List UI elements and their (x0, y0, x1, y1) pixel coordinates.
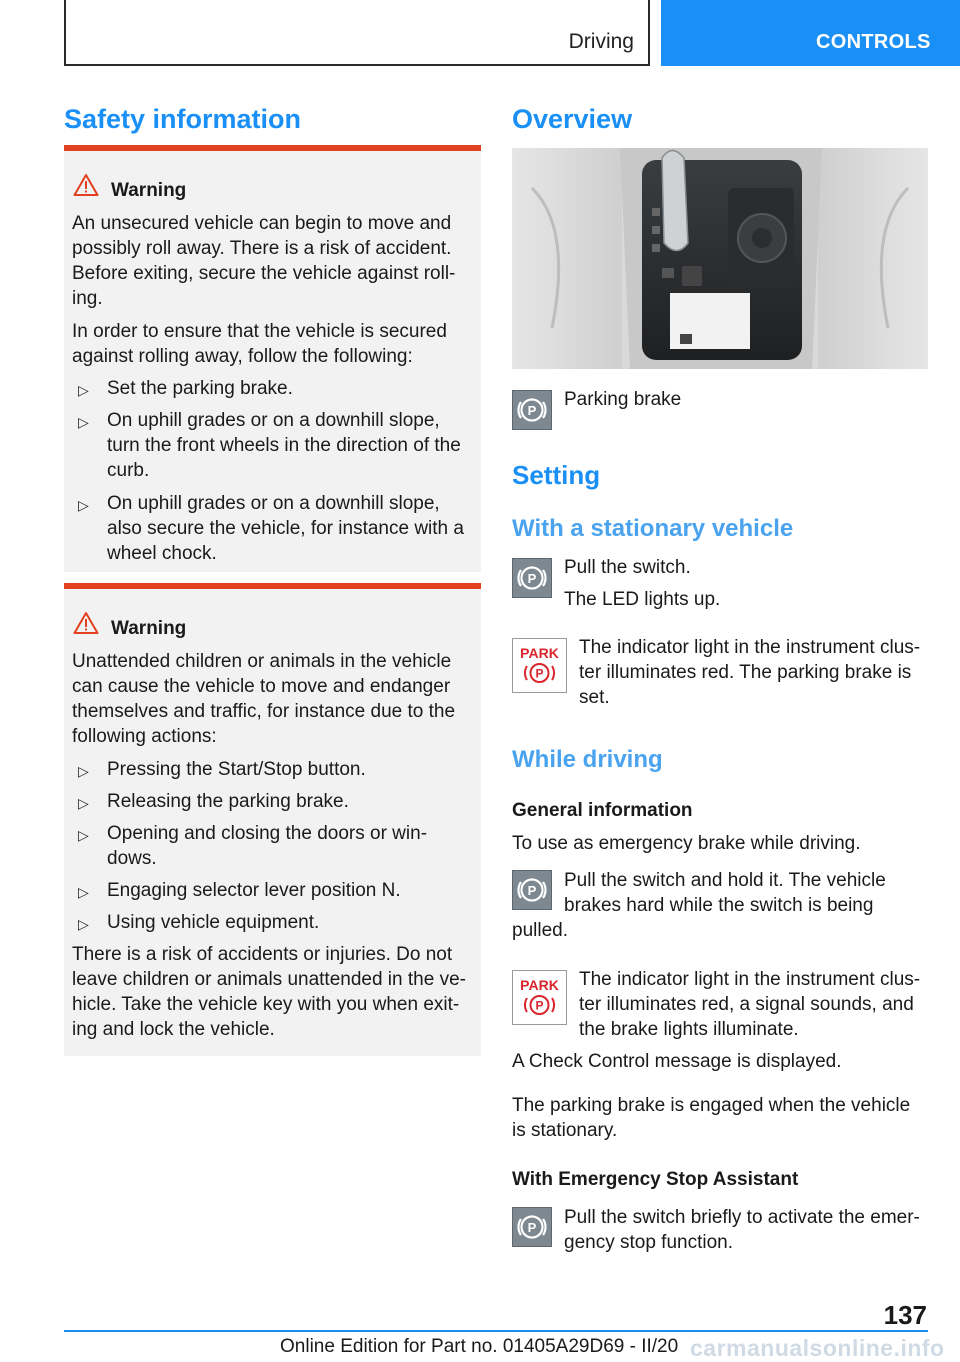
park-indicator-icon (512, 638, 567, 693)
svg-text:P: P (527, 403, 537, 418)
svg-text:P: P (535, 998, 544, 1013)
engaged-paragraph: The parking brake is engaged when the vehicle is stationary. (512, 1095, 911, 1141)
emergency-stop-paragraph: Pull the switch briefly to activate the emer- gency stop function. (564, 1207, 920, 1253)
warning-box-2 (64, 583, 481, 1056)
bullet-icon: ▷ (78, 497, 89, 513)
list-item: Engaging selector lever position N. (107, 880, 401, 901)
warning-2-paragraph-1: Unattended children or animals in the vehicle can cause the vehicle to move and endanger themselves and traffic, for instance due to the following actions: (72, 651, 456, 747)
warning-title: Warning (111, 618, 187, 639)
header-section-box (64, 0, 650, 66)
bullet-icon: ▷ (78, 827, 89, 843)
warning-icon (73, 611, 99, 635)
emergency-stop-heading: With Emergency Stop Assistant (512, 1169, 799, 1190)
parking-brake-icon (512, 870, 552, 910)
svg-text:P: P (535, 666, 544, 681)
list-item: Using vehicle equipment. (107, 912, 320, 933)
while-driving-heading: While driving (512, 746, 663, 773)
warning-2-paragraph-2: There is a risk of accidents or injuries. Do not leave children or animals unattended in the ve- hicle. Take the vehicle key with you when exit- ing and lock the vehicle. (72, 944, 466, 1040)
parking-brake-icon (512, 390, 552, 430)
svg-text:P: P (527, 571, 537, 586)
svg-text:P: P (527, 883, 537, 898)
list-item: On uphill grades or on a downhill slope, also secure the vehicle, for instance with a wheel chock. (107, 493, 464, 564)
bullet-icon: ▷ (78, 916, 89, 932)
svg-text:PARK: PARK (520, 645, 559, 661)
warning-1-paragraph-1: An unsecured vehicle can begin to move and possibly roll away. There is a risk of accident. Before exiting, secure the vehicle against roll- ing. (72, 213, 456, 309)
bullet-icon: ▷ (78, 414, 89, 430)
setting-heading: Setting (512, 460, 601, 490)
park-indicator-icon (512, 970, 567, 1025)
check-control-paragraph: A Check Control message is displayed. (512, 1051, 842, 1072)
bullet-icon: ▷ (78, 382, 89, 398)
svg-text:PARK: PARK (520, 977, 559, 993)
stationary-paragraph-2: The LED lights up. (564, 589, 721, 610)
stationary-vehicle-heading: With a stationary vehicle (512, 515, 794, 542)
center-console-photo (512, 148, 928, 369)
warning-icon (73, 173, 99, 197)
list-item: Releasing the parking brake. (107, 791, 349, 812)
driving-paragraph: Pull the switch and hold it. The vehicle brakes hard while the switch is being (564, 870, 886, 916)
warning-title: Warning (111, 180, 187, 201)
general-information-paragraph: To use as emergency brake while driving. (512, 833, 861, 854)
bullet-icon: ▷ (78, 763, 89, 779)
header-chapter-label: CONTROLS (816, 31, 931, 53)
footer-edition: Online Edition for Part no. 01405A29D69 - II/20 (280, 1336, 679, 1357)
watermark: carmanualsonline.info (690, 1335, 945, 1361)
list-item: Pressing the Start/Stop button. (107, 759, 366, 780)
warning-1-paragraph-2: In order to ensure that the vehicle is secured against rolling away, follow the following: (72, 321, 447, 367)
svg-text:P: P (527, 1220, 537, 1235)
bullet-icon: ▷ (78, 884, 89, 900)
stationary-paragraph-1: Pull the switch. (564, 557, 691, 578)
indicator-paragraph-2: The indicator light in the instrument clus- ter illuminates red, a signal sounds, and the brake lights illuminate. (579, 969, 921, 1040)
list-item: Set the parking brake. (107, 378, 293, 399)
list-item: On uphill grades or on a downhill slope, turn the front wheels in the direction of the curb. (107, 410, 461, 481)
general-information-heading: General information (512, 800, 693, 821)
page-number: 137 (883, 1300, 927, 1330)
header-section-label: Driving (568, 30, 634, 53)
parking-brake-icon (512, 1207, 552, 1247)
footer-divider (64, 1330, 928, 1332)
driving-paragraph-end: pulled. (512, 920, 568, 941)
overview-heading: Overview (512, 104, 633, 134)
parking-brake-icon (512, 558, 552, 598)
warning-box-1 (64, 145, 481, 572)
safety-information-heading: Safety information (64, 104, 302, 134)
bullet-icon: ▷ (78, 795, 89, 811)
parking-brake-label: Parking brake (564, 389, 682, 410)
list-item: Opening and closing the doors or win- dows. (107, 823, 428, 869)
indicator-paragraph-1: The indicator light in the instrument clus- ter illuminates red. The parking brake is set. (579, 637, 921, 708)
header-chapter-tab (661, 0, 960, 66)
